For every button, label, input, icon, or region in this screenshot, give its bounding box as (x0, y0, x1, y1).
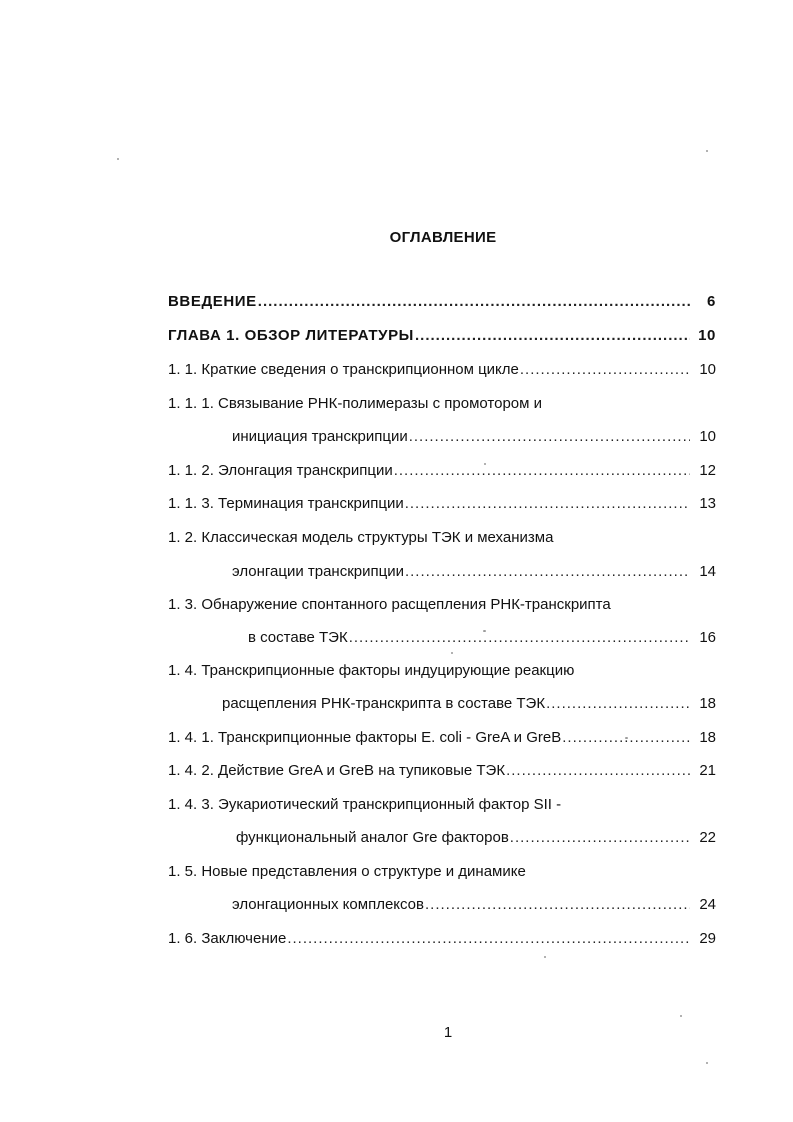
toc-entry-label: 1. 3. Обнаружение спонтанного расщепления РНК-транскрипта (168, 596, 611, 613)
toc-entry-page: 10 (699, 428, 716, 445)
toc-entry-page: 24 (699, 896, 716, 913)
toc-entry-chapter-1[interactable] (168, 327, 716, 349)
toc-entry-label: 1. 5. Новые представления о структуре и динамике (168, 863, 526, 880)
scan-speck (483, 630, 486, 632)
toc-entry-label: 1. 6. Заключение (168, 930, 287, 947)
toc-entry-1-1-2[interactable] (168, 462, 716, 484)
scan-speck (625, 737, 628, 739)
toc-entry-label: 1. 4. 3. Эукариотический транскрипционный фактор SII - (168, 796, 562, 813)
scan-speck (706, 1062, 708, 1064)
dot-leader (506, 762, 690, 779)
scan-speck (451, 652, 453, 654)
toc-entry-label: инициация транскрипции (232, 428, 408, 445)
toc-entry-1-2[interactable] (168, 529, 553, 551)
toc-entry-1-4-2[interactable] (168, 762, 716, 784)
dot-leader (415, 327, 690, 344)
toc-entry-page: 21 (699, 762, 716, 779)
toc-entry-1-3[interactable] (168, 596, 611, 618)
dot-leader (258, 293, 690, 310)
dot-leader (546, 695, 690, 712)
toc-entry-page: 10 (699, 361, 716, 378)
scan-speck (544, 956, 546, 958)
toc-entry-page: 29 (699, 930, 716, 947)
toc-entry-page: 12 (699, 462, 716, 479)
dot-leader (405, 563, 690, 580)
dot-leader (405, 495, 690, 512)
toc-entry-page: 18 (699, 729, 716, 746)
toc-entry-label: 1. 2. Классическая модель структуры ТЭК и механизма (168, 529, 554, 546)
scan-speck (706, 150, 708, 152)
toc-entry-label: 1. 1. 3. Терминация транскрипции (168, 495, 404, 512)
toc-entry-label: 1. 1. 1. Связывание РНК-полимеразы с промотором и (168, 395, 542, 412)
toc-entry-1-5[interactable] (168, 863, 526, 885)
toc-entry-1-6[interactable] (168, 930, 716, 952)
toc-entry-page: 13 (699, 495, 716, 512)
toc-entry-page: 18 (699, 695, 716, 712)
toc-entry-1-1-1[interactable] (168, 395, 542, 417)
toc-entry-label: 1. 1. 2. Элонгация транскрипции (168, 462, 393, 479)
toc-entry-label: функциональный аналог Gre факторов (236, 829, 509, 846)
dot-leader (394, 462, 690, 479)
toc-entry-1-4-continued[interactable] (222, 695, 716, 717)
dot-leader (349, 629, 690, 646)
toc-entry-1-2-continued[interactable] (232, 563, 716, 585)
dot-leader (409, 428, 690, 445)
toc-entry-label: элонгационных комплексов (232, 896, 424, 913)
toc-entry-1-4[interactable] (168, 662, 574, 684)
toc-entry-label: 1. 4. 2. Действие GreA и GreB на тупиковые ТЭК (168, 762, 506, 779)
page-title: ОГЛАВЛЕНИЕ (389, 229, 497, 246)
toc-entry-1-1[interactable] (168, 361, 716, 383)
toc-entry-1-1-1-continued[interactable] (232, 428, 716, 450)
toc-entry-label: 1. 4. 1. Транскрипционные факторы E. coli - GreA и GreB (168, 729, 562, 746)
toc-entry-label: в составе ТЭК (248, 629, 348, 646)
toc-entry-label: ВВЕДЕНИЕ (168, 293, 257, 310)
toc-entry-1-4-3-continued[interactable] (236, 829, 716, 851)
scan-speck (680, 1015, 682, 1017)
dot-leader (520, 361, 690, 378)
toc-entry-1-1-3[interactable] (168, 495, 716, 517)
toc-entry-page: 14 (699, 563, 716, 580)
toc-entry-page: 16 (699, 629, 716, 646)
dot-leader (287, 930, 690, 947)
toc-entry-1-5-continued[interactable] (232, 896, 716, 918)
toc-entry-1-4-1[interactable] (168, 729, 716, 751)
toc-entry-label: 1. 1. Краткие сведения о транскрипционном цикле (168, 361, 519, 378)
toc-entry-introduction[interactable] (168, 293, 716, 315)
toc-entry-1-3-continued[interactable] (248, 629, 716, 651)
toc-entry-page: 6 (707, 293, 716, 310)
dot-leader (425, 896, 690, 913)
dot-leader (510, 829, 690, 846)
toc-entry-page: 22 (699, 829, 716, 846)
toc-entry-label: элонгации транскрипции (232, 563, 404, 580)
toc-entry-page: 10 (698, 327, 716, 344)
toc-entry-label: расщепления РНК-транскрипта в составе ТЭК (222, 695, 546, 712)
scan-speck (484, 463, 486, 465)
toc-entry-1-4-3[interactable] (168, 796, 561, 818)
toc-entry-label: 1. 4. Транскрипционные факторы индуцирующие реакцию (168, 662, 575, 679)
toc-entry-label: ГЛАВА 1. ОБЗОР ЛИТЕРАТУРЫ (168, 327, 414, 344)
page-number: 1 (443, 1024, 453, 1041)
scan-speck (117, 158, 119, 160)
